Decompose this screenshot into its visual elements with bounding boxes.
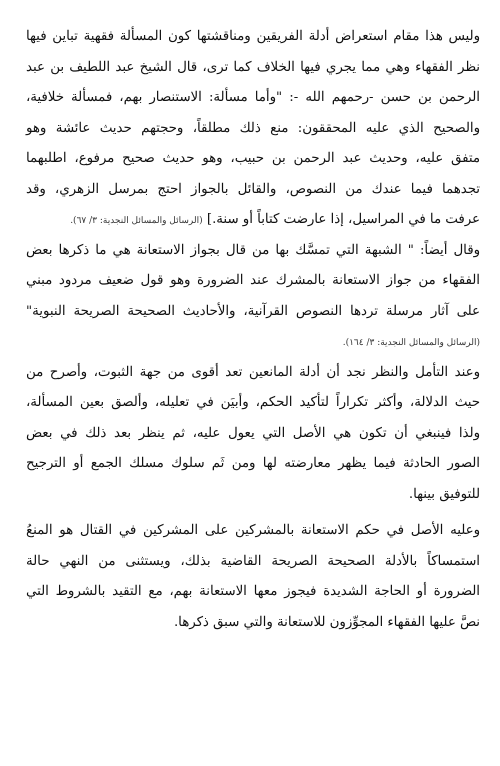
text-line: للتوفيق بينها. <box>408 486 480 502</box>
text-line: تجدهما فيما عندك من النصوص، والقائل بالجواز احتج بمرسل الزهري، وقد <box>26 181 480 197</box>
citation-line <box>26 327 480 358</box>
text-line: على آثار مرسلة تردها النصوص القرآنية، والأحاديث الصحيحة الصريحة النبوية" <box>26 303 480 319</box>
paragraph-analysis <box>26 358 480 511</box>
text-line: الصور الحادثة فيما يظهر معارضته لها ومن ثَم سلوك مسلك الجمع أو الترجيح <box>26 456 480 471</box>
text-line: وعند التأمل والنظر نجد أن أدلة المانعين تعد أقوى من جهة الثبوت، وأصرح من <box>26 364 480 380</box>
text-line: الرحمن بن حسن -رحمهم الله -: "وأما مسألة: الاستنصار بهم، فمسألة خلافية، <box>26 90 480 105</box>
text-line-with-citation <box>26 205 480 236</box>
text-line: وعليه الأصل في حكم الاستعانة بالمشركين على المشركين في القتال هو المنعُ <box>26 523 480 538</box>
text-line: الفقهاء من جواز الاستعانة بالمشرك عند الضرورة وهو قول ضعيف مردود مبني <box>26 273 480 288</box>
text-line: وقال أيضاً: " الشبهة التي تمسَّك بها من قال بجواز الاستعانة هي ما ذكرها بعض <box>26 242 480 258</box>
citation: (الرسائل والمسائل النجدية: ٣/ ١٦٤). <box>342 338 480 348</box>
paragraph-quote-abdullatif <box>26 22 480 236</box>
text-line: استمساكاً بالأدلة الصحيحة الصريحة القاضية بذلك، ويستثنى من النهي حالة <box>26 553 480 569</box>
text-line: متفق عليه، وحديث عبد الرحمن بن حبيب، وهو حديث صحيح مرفوع، اطلبهما <box>26 151 480 166</box>
text-line: والصحيح الذي عليه المحققون: منع ذلك مطلقاً، وحجتهم حديث عائشة وهو <box>26 120 480 136</box>
text-line: حيث الدلالة، وأكثر تكراراً لتأكيد الحكم، وأبيَن في تعليله، وألصق بعين المسألة، <box>26 395 480 410</box>
paragraph-quote-second <box>26 236 480 358</box>
text-line: عرفت ما في المراسيل، إذا عارضت كتاباً أو سنة.] <box>206 212 480 227</box>
text-line: الضرورة أو الحاجة الشديدة فيجوز معها الاستعانة بهم، مع التقيد بالشروط التي <box>26 584 480 599</box>
text-line: ولذا فينبغي أن تكون هي الأصل التي يعول عليه، ثم ينظر بعد ذلك في بعض <box>26 425 480 441</box>
text-line: وليس هذا مقام استعراض أدلة الفريقين ومناقشتها كون المسألة فقهية تباين فيها <box>26 29 480 44</box>
text-line: نظر الفقهاء وهي مما يجري فيها الخلاف كما ترى، قال الشيخ عبد اللطيف بن عبد <box>26 59 480 75</box>
text-line: نصَّ عليها الفقهاء المجوِّزون للاستعانة والتي سبق ذكرها. <box>173 614 480 630</box>
paragraph-conclusion <box>26 516 480 638</box>
citation: (الرسائل والمسائل النجدية: ٣/ ٦٧). <box>70 216 203 226</box>
